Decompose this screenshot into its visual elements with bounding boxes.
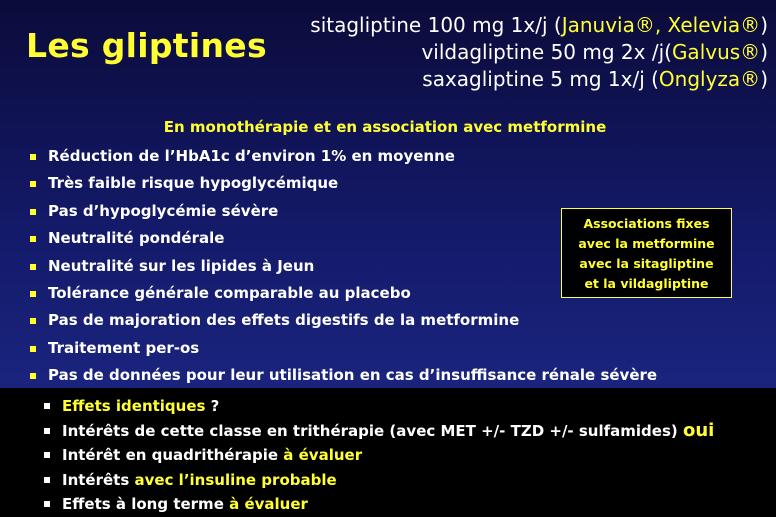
square-bullet-icon [44, 403, 50, 409]
list-item [30, 170, 750, 197]
list-item-text: Pas d’hypoglycémie sévère [48, 201, 279, 220]
drug-dose: sitagliptine 100 mg 1x/j ( [310, 13, 562, 37]
list-item-text: Pas de majoration des effets digestifs de la metformine [48, 311, 520, 330]
open-questions-panel [0, 388, 776, 517]
list-item-text: Pas de données pour leur utilisation en cas d’insuffisance rénale sévère [48, 366, 658, 385]
drug-close: ) [760, 67, 768, 91]
square-bullet-icon [30, 181, 36, 187]
square-bullet-icon [44, 452, 50, 458]
square-bullet-icon [30, 209, 36, 215]
box-line: Associations fixes [583, 216, 710, 231]
drug-close: ) [760, 40, 768, 64]
list-item [44, 394, 714, 419]
list-item [30, 335, 750, 362]
list-item-text: Très faible risque hypoglycémique [48, 174, 339, 193]
list-item-text: Effets à long terme [62, 495, 230, 513]
list-item [44, 492, 714, 517]
drug-dose: saxagliptine 5 mg 1x/j ( [422, 67, 659, 91]
square-bullet-icon [30, 264, 36, 270]
list-item-text: ? [205, 397, 220, 415]
list-item-text: Neutralité sur les lipides à Jeun [48, 256, 315, 275]
highlight-text: à évaluer [229, 495, 308, 513]
drug-line-sitagliptine [310, 12, 768, 39]
drug-brand: Januvia®, Xelevia® [561, 13, 761, 37]
list-item-text: Neutralité pondérale [48, 229, 225, 248]
list-item-text: Réduction de l’HbA1c d’environ 1% en moyenne [48, 147, 455, 165]
fixed-associations-box [561, 208, 732, 298]
drug-list [310, 12, 768, 93]
drug-line-vildagliptine [310, 39, 768, 66]
square-bullet-icon [44, 477, 50, 483]
drug-brand: Onglyza® [658, 67, 761, 91]
square-bullet-icon [30, 154, 36, 160]
list-item-text: Tolérance générale comparable au placebo [48, 283, 411, 302]
list-item [30, 143, 750, 170]
list-item [30, 307, 750, 334]
list-item [44, 419, 714, 444]
drug-dose: vildagliptine 50 mg 2x /j( [421, 40, 672, 64]
list-item-text: Intérêts de cette classe en trithérapie (avec MET +/- TZD +/- sulfamides) [62, 421, 683, 440]
list-item-text: Intérêt en quadrithérapie [62, 446, 284, 464]
list-item [30, 362, 750, 389]
list-item [44, 468, 714, 493]
box-line: avec la sitagliptine [579, 256, 714, 271]
list-item-text: Intérêts [62, 470, 135, 489]
square-bullet-icon [30, 373, 36, 379]
square-bullet-icon [30, 291, 36, 297]
square-bullet-icon [44, 428, 50, 434]
drug-brand: Galvus® [671, 40, 761, 64]
section-subtitle: En monothérapie et en association avec metformine [163, 118, 607, 136]
list-item-text: Traitement per-os [48, 338, 200, 357]
drug-close: ) [760, 13, 768, 37]
list-item [44, 443, 714, 468]
highlight-text: à évaluer [283, 446, 363, 464]
drug-line-saxagliptine [310, 66, 768, 93]
square-bullet-icon [44, 501, 50, 507]
slide-title: Les gliptines [26, 26, 267, 65]
square-bullet-icon [30, 236, 36, 242]
square-bullet-icon [30, 346, 36, 352]
highlight-text: avec l’insuline probable [134, 470, 337, 489]
box-line: et la vildagliptine [584, 276, 709, 291]
box-line: avec la metformine [578, 236, 715, 251]
open-questions-list [44, 394, 714, 517]
highlight-text: Effets identiques [62, 397, 206, 415]
highlight-text: oui [682, 419, 715, 441]
square-bullet-icon [30, 318, 36, 324]
